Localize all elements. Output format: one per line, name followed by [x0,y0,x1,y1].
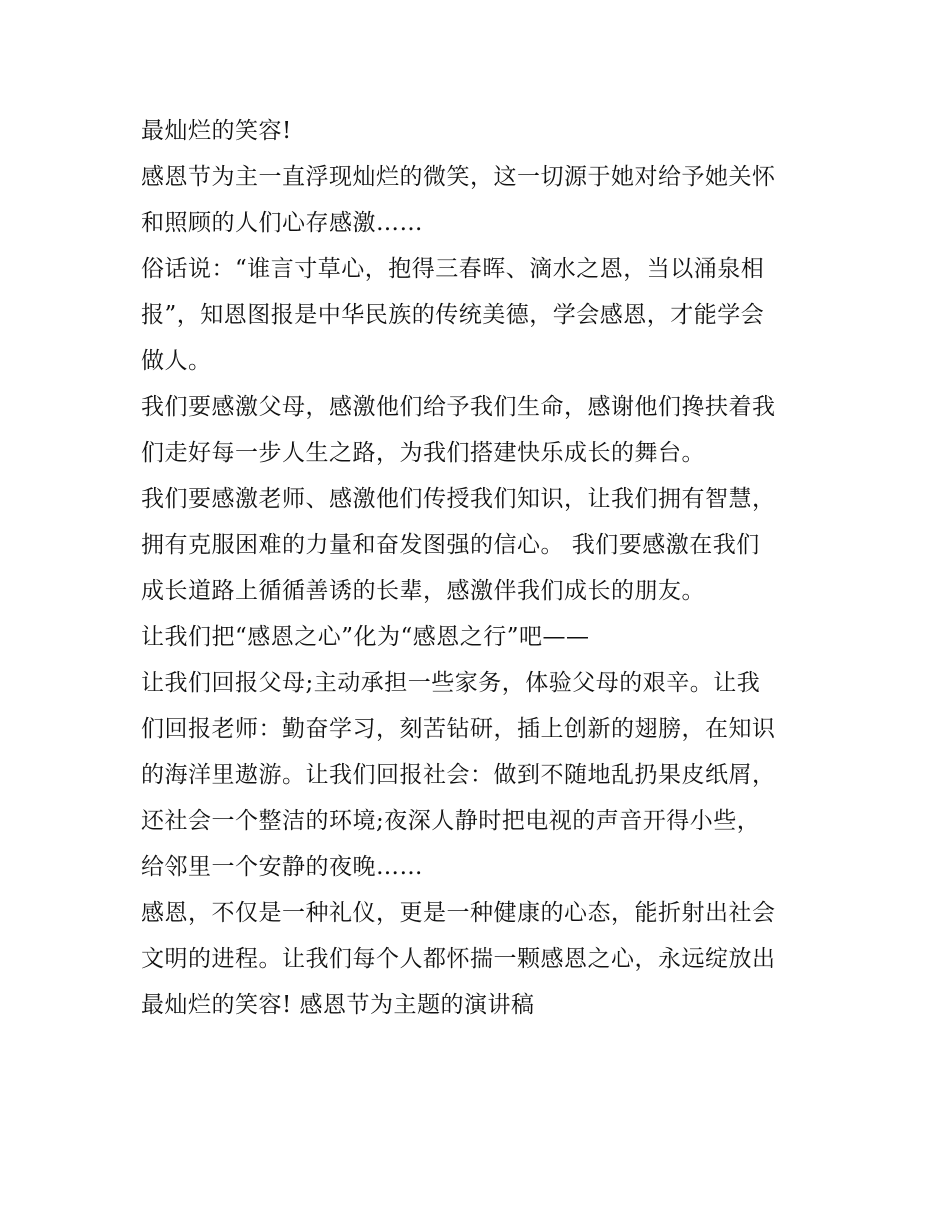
text-line: 俗话说：“谁言寸草心，抱得三春晖、滴水之恩，当以涌泉相 [141,256,765,282]
text-line: 最灿烂的笑容! [141,118,292,144]
document-body [141,108,821,1028]
text-line: 感恩节为主一直浮现灿烂的微笑，这一切源于她对给予她关怀 [141,164,776,190]
text-line: 让我们把“感恩之心”化为“感恩之行”吧—— [141,624,590,650]
text-line: 还社会一个整洁的环境;夜深人静时把电视的声音开得小些， [141,808,761,834]
text-line: 最灿烂的笑容! 感恩节为主题的演讲稿 [141,992,535,1018]
text-line: 做人。 [141,348,212,374]
text-line: 感恩，不仅是一种礼仪，更是一种健康的心态，能折射出社会 [141,900,776,926]
text-line: 我们要感激父母，感激他们给予我们生命，感谢他们搀扶着我 [141,394,776,420]
text-line: 们回报老师：勤奋学习，刻苦钻研，插上创新的翅膀，在知识 [141,716,776,742]
text-line: 给邻里一个安静的夜晚…… [141,854,423,880]
text-line: 我们要感激老师、感激他们传授我们知识，让我们拥有智慧， [141,486,776,512]
text-line: 的海洋里遨游。让我们回报社会：做到不随地乱扔果皮纸屑， [141,762,776,788]
text-line: 和照顾的人们心存感激…… [141,210,423,236]
text-line: 成长道路上循循善诱的长辈，感激伴我们成长的朋友。 [141,578,705,604]
text-line: 让我们回报父母;主动承担一些家务，体验父母的艰辛。让我 [141,670,761,696]
text-line: 们走好每一步人生之路，为我们搭建快乐成长的舞台。 [141,440,705,466]
text-line: 文明的进程。让我们每个人都怀揣一颗感恩之心，永远绽放出 [141,946,776,972]
text-line: 拥有克服困难的力量和奋发图强的信心。 我们要感激在我们 [141,532,760,558]
text-line: 报”，知恩图报是中华民族的传统美德，学会感恩，才能学会 [141,302,765,328]
